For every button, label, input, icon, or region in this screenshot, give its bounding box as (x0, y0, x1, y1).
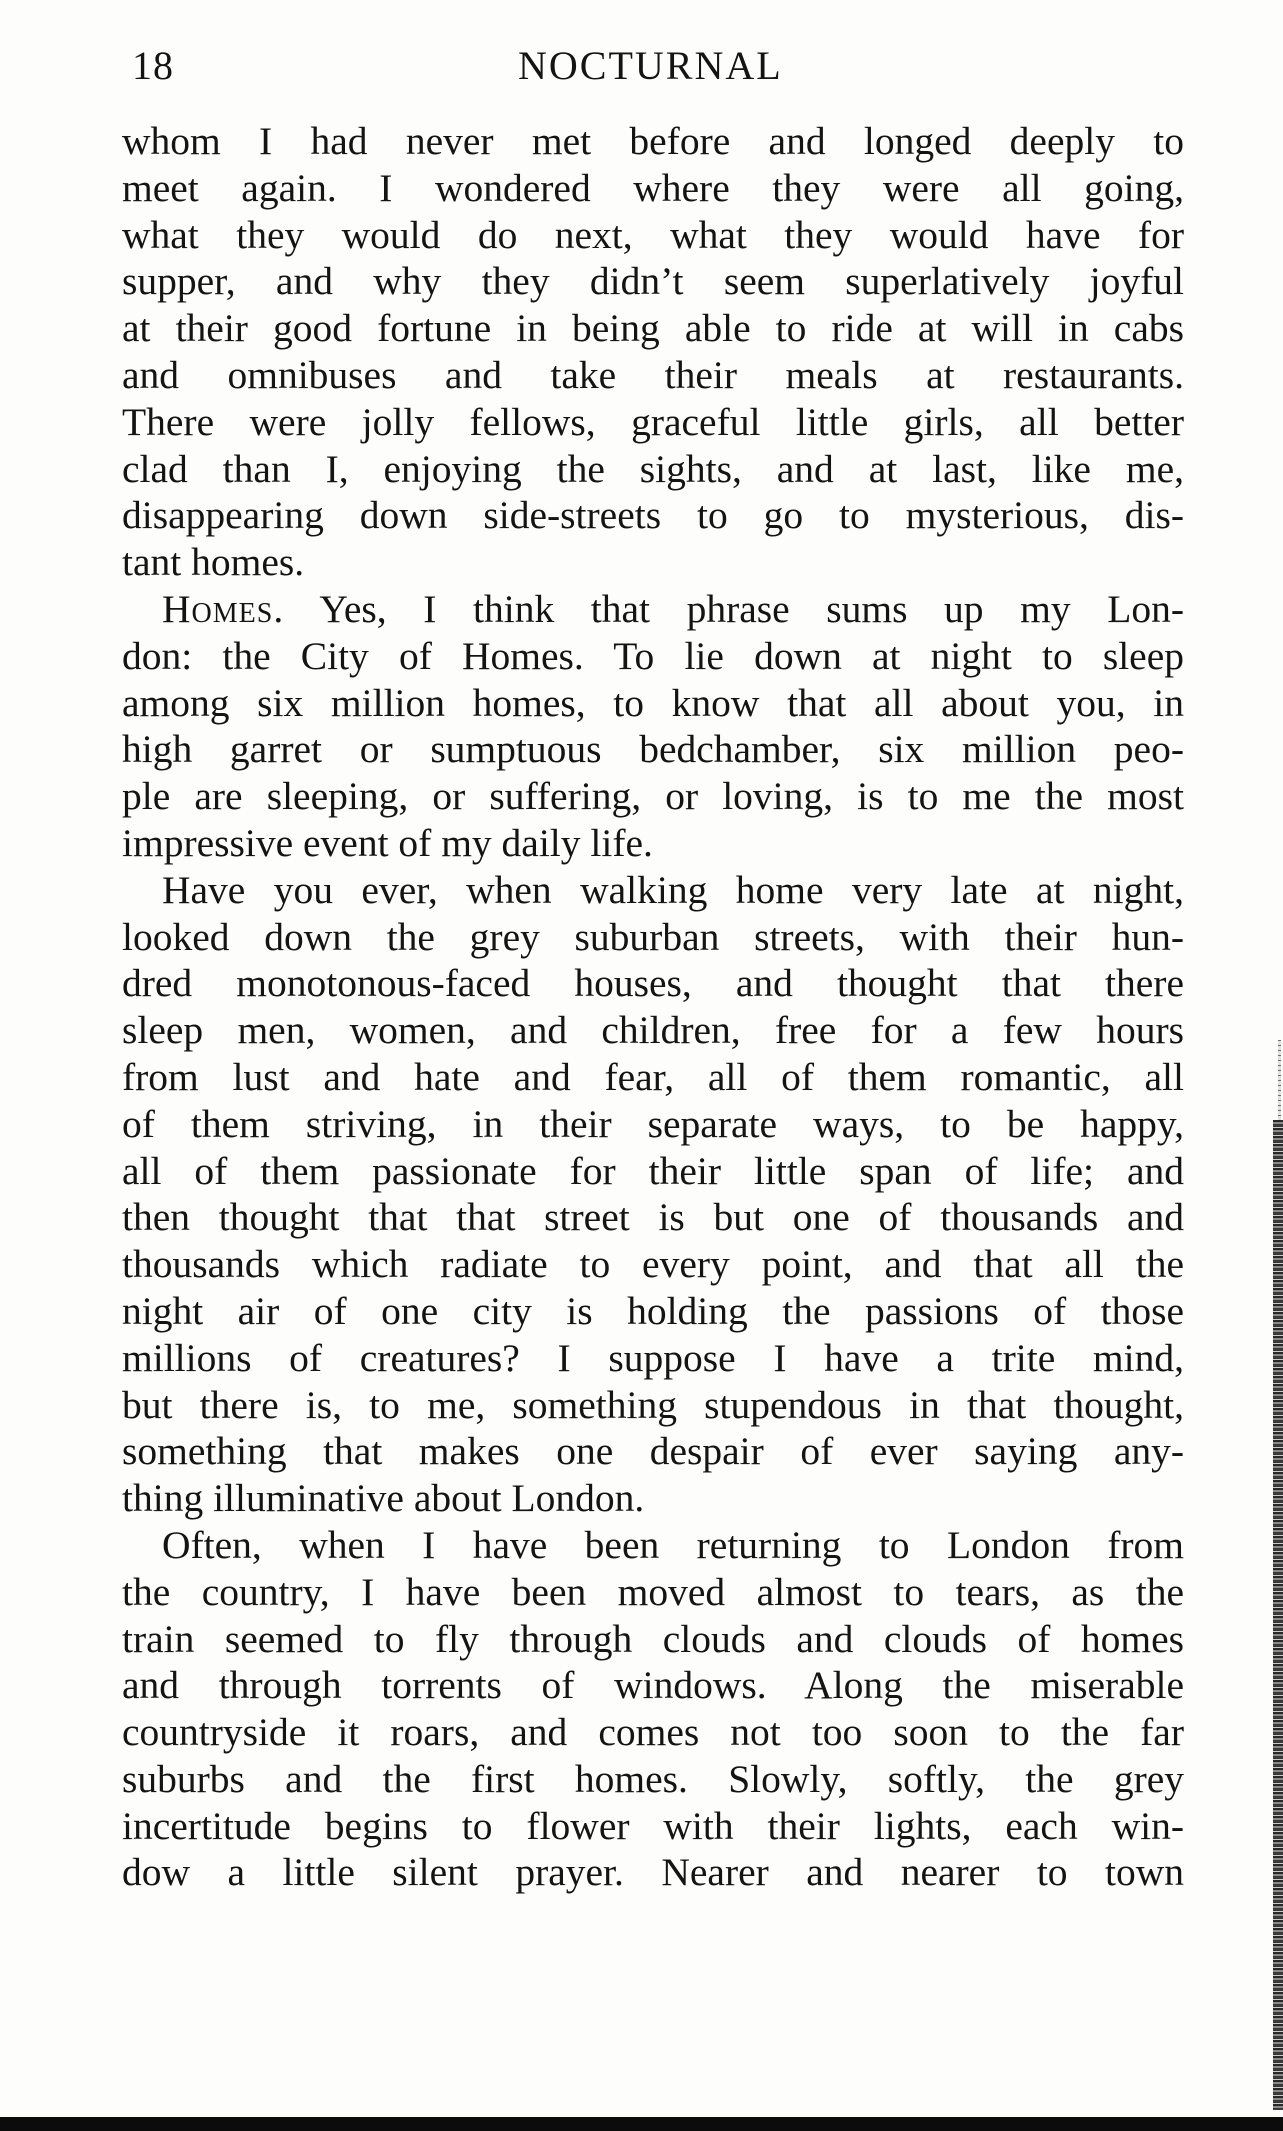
text-line: tant homes. (122, 540, 305, 585)
running-title: NOCTURNAL (518, 43, 783, 88)
page-number: 18 (132, 43, 174, 88)
text-line: night air of one city is holding the passions of those (122, 1288, 1184, 1333)
text-line: then thought that that street is but one of thousands and (122, 1195, 1184, 1240)
text-line: countryside it roars, and comes not too soon to the far (122, 1710, 1184, 1755)
text-line: incertitude begins to flower with their lights, each win- (122, 1803, 1184, 1848)
text-line: supper, and why they didn’t seem superlatively joyful (122, 259, 1184, 304)
text-line: don: the City of Homes. To lie down at night to sleep (122, 633, 1184, 678)
paragraph-4 (122, 1522, 1184, 1896)
text-line: sleep men, women, and children, free for a few hours (122, 1008, 1184, 1053)
paragraph-3 (122, 867, 1184, 1522)
text-line: thing illuminative about London. (122, 1476, 645, 1521)
text-line: dred monotonous-faced houses, and thought that there (122, 961, 1184, 1006)
text-line: ple are sleeping, or suffering, or loving, is to me the most (122, 774, 1184, 819)
text-line: looked down the grey suburban streets, with their hun- (122, 914, 1184, 959)
text-line: suburbs and the first homes. Slowly, softly, the grey (122, 1756, 1184, 1801)
page-edge (1273, 1120, 1283, 2110)
text-line: of them striving, in their separate ways, to be happy, (122, 1101, 1184, 1146)
lead-word: Homes. (162, 586, 285, 631)
text-line: high garret or sumptuous bedchamber, six million peo- (122, 727, 1184, 772)
text-line: disappearing down side-streets to go to mysterious, dis- (122, 493, 1184, 538)
text-line: what they would do next, what they would have for (122, 212, 1184, 257)
text-line: clad than I, enjoying the sights, and at last, like me, (122, 446, 1184, 491)
text-line: impressive event of my daily life. (122, 820, 653, 865)
text-line: all of them passionate for their little span of life; and (122, 1148, 1184, 1193)
text-line: thousands which radiate to every point, and that all the (122, 1242, 1184, 1287)
text-line (122, 586, 1184, 633)
text-line: meet again. I wondered where they were all going, (122, 165, 1184, 210)
text-line: whom I had never met before and longed deeply to (122, 119, 1184, 163)
paragraph-2 (122, 586, 1184, 867)
text-line: the country, I have been moved almost to tears, as the (122, 1569, 1184, 1614)
text-line: millions of creatures? I suppose I have a trite mind, (122, 1335, 1184, 1380)
text-line: Have you ever, when walking home very late at night, (162, 867, 1184, 912)
text-line: from lust and hate and fear, all of them romantic, all (122, 1054, 1184, 1099)
text-line: but there is, to me, something stupendous in that thought, (122, 1382, 1184, 1427)
running-head (132, 36, 1182, 96)
text-line: among six million homes, to know that all about you, in (122, 680, 1184, 725)
paragraph-1 (122, 118, 1184, 586)
text-line: something that makes one despair of ever saying any- (122, 1429, 1184, 1474)
text-line: train seemed to fly through clouds and clouds of homes (122, 1616, 1184, 1661)
scan-bottom-border (0, 2117, 1283, 2131)
text-line: and through torrents of windows. Along the miserable (122, 1663, 1184, 1708)
text-line: at their good fortune in being able to ride at will in cabs (122, 306, 1184, 351)
text-line: dow a little silent prayer. Nearer and nearer to town (122, 1850, 1184, 1895)
body-text (122, 118, 1184, 1896)
lead-line-rest: Yes, I think that phrase sums up my Lon- (284, 586, 1184, 631)
text-line: and omnibuses and take their meals at restaurants. (122, 352, 1184, 397)
text-line: There were jolly fellows, graceful little girls, all better (122, 399, 1184, 444)
text-line: Often, when I have been returning to London from (162, 1522, 1184, 1567)
